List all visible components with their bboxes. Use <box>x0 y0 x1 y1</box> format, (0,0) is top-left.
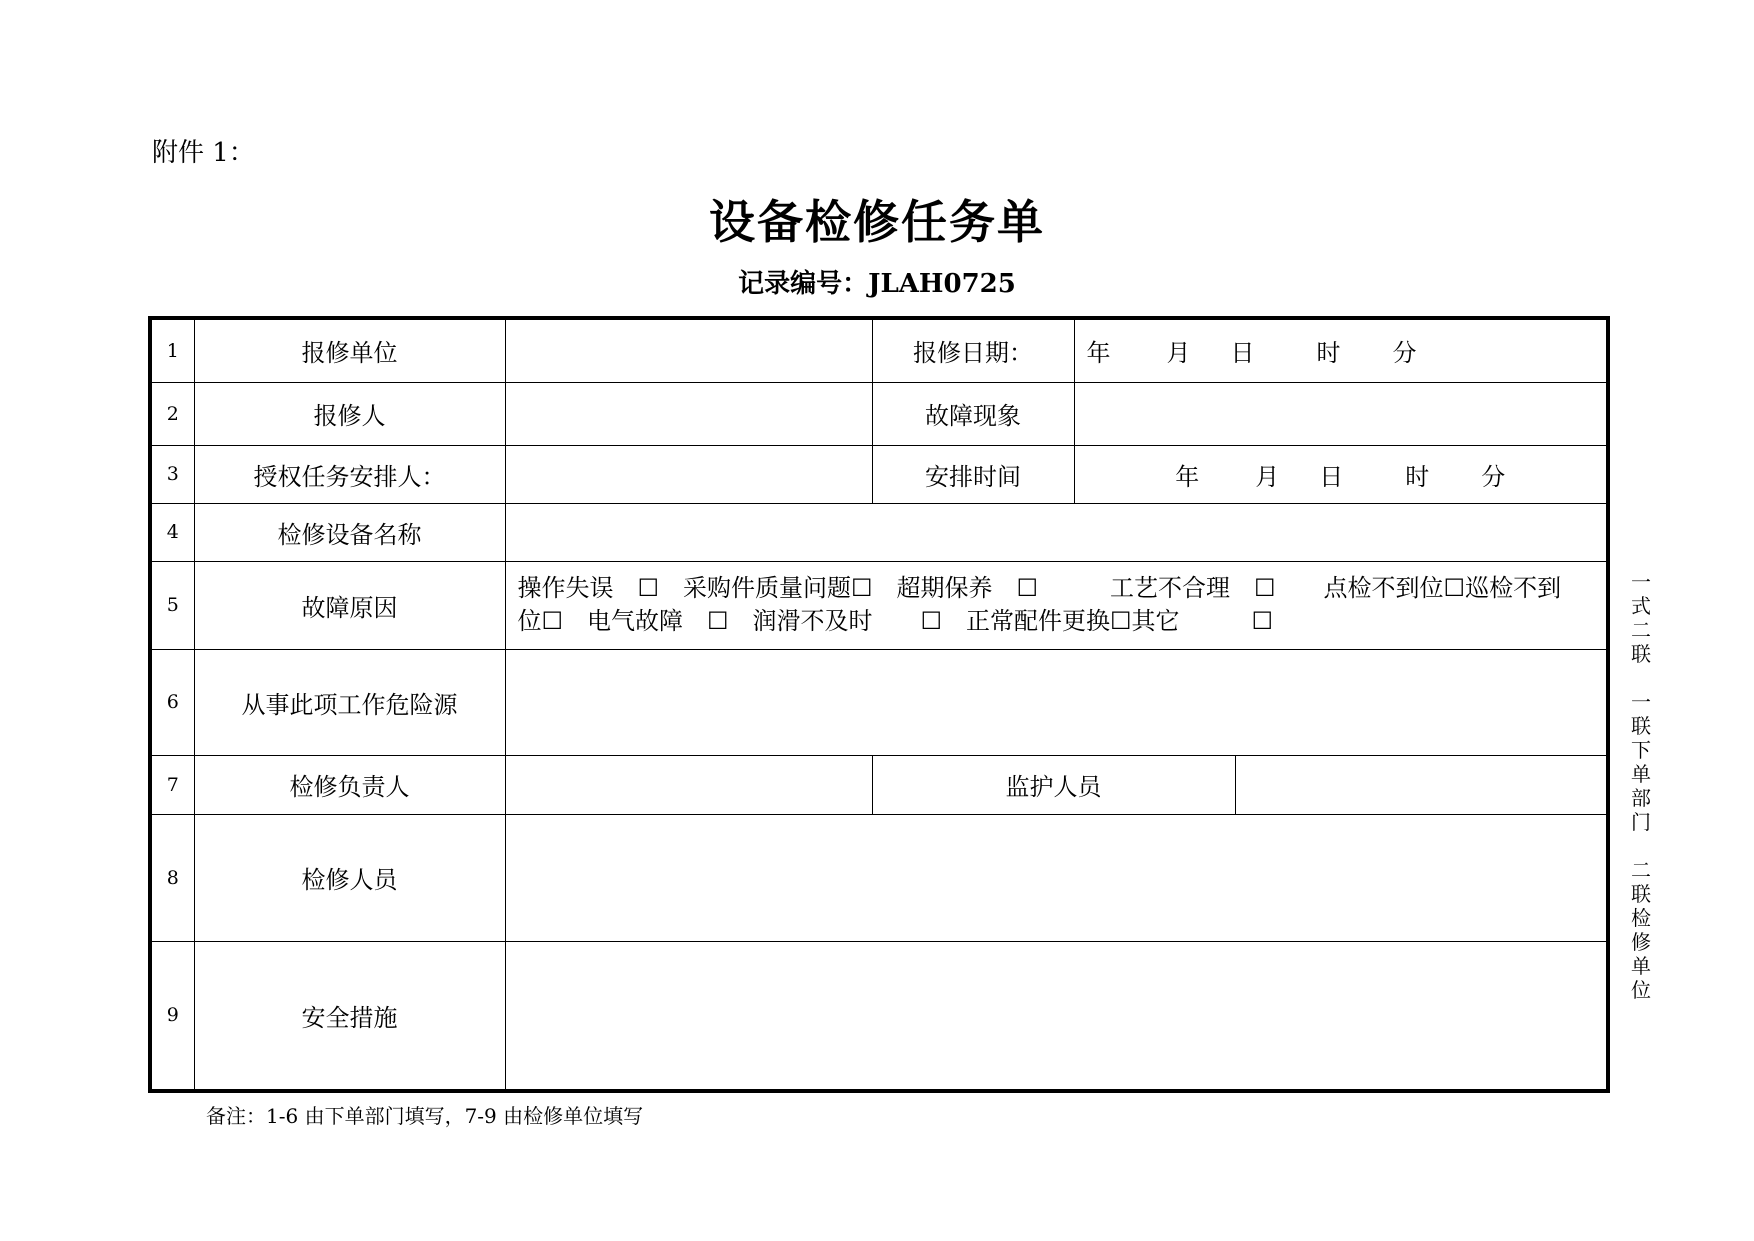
year-label: 年 <box>1175 462 1200 491</box>
row-number: 7 <box>150 755 194 814</box>
form-row-7 <box>150 755 1608 814</box>
row-number: 9 <box>150 941 194 1091</box>
side-text-char <box>1624 834 1658 858</box>
side-copy-note <box>1624 570 1658 1002</box>
fault-cause-label: 故障原因 <box>194 561 505 649</box>
reporter-field[interactable] <box>505 382 872 445</box>
side-text-char: 二 <box>1631 618 1651 642</box>
equipment-name-field[interactable] <box>505 503 1608 561</box>
month-label: 月 <box>1166 339 1191 368</box>
record-number: 记录编号：JLAH0725 <box>738 269 1016 299</box>
side-text-char: 联 <box>1631 642 1651 666</box>
equipment-name-label: 检修设备名称 <box>194 503 505 561</box>
schedule-time-field[interactable] <box>1074 445 1608 503</box>
side-text-char: 单 <box>1631 954 1651 978</box>
day-label: 日 <box>1230 339 1255 368</box>
row-number: 3 <box>150 445 194 503</box>
side-text-char: 下 <box>1631 738 1651 762</box>
row-number: 5 <box>150 561 194 649</box>
reporter-label: 报修人 <box>194 382 505 445</box>
side-text-char <box>1624 666 1658 690</box>
side-text-char: 联 <box>1631 714 1651 738</box>
supervisor-label: 监护人员 <box>872 755 1235 814</box>
repair-leader-label: 检修负责人 <box>194 755 505 814</box>
form-row-5 <box>150 561 1608 649</box>
row-number: 4 <box>150 503 194 561</box>
repair-unit-field[interactable] <box>505 318 872 382</box>
minute-label: 分 <box>1392 339 1417 368</box>
side-text-char: 二 <box>1631 858 1651 882</box>
form-row-8 <box>150 814 1608 941</box>
year-label: 年 <box>1086 339 1111 368</box>
repair-unit-label: 报修单位 <box>194 318 505 382</box>
safety-measures-label: 安全措施 <box>194 941 505 1091</box>
minute-label: 分 <box>1481 462 1506 491</box>
fault-cause-options[interactable] <box>505 561 1608 649</box>
supervisor-field[interactable] <box>1235 755 1608 814</box>
repair-date-label: 报修日期： <box>872 318 1074 382</box>
footnote: 备注：1-6 由下单部门填写，7-9 由检修单位填写 <box>206 1104 644 1128</box>
hazard-source-label: 从事此项工作危险源 <box>194 649 505 755</box>
fault-cause-line-1[interactable]: 操作失误 ☐ 采购件质量问题☐ 超期保养 ☐ 工艺不合理 ☐ 点检不到位☐巡检不到 <box>517 574 1562 602</box>
side-text-char: 一 <box>1631 570 1651 594</box>
task-assigner-label: 授权任务安排人： <box>194 445 505 503</box>
hour-label: 时 <box>1316 339 1341 368</box>
hour-label: 时 <box>1405 462 1430 491</box>
task-assigner-field[interactable] <box>505 445 872 503</box>
form-row-2 <box>150 382 1608 445</box>
fault-cause-line-2[interactable]: 位☐ 电气故障 ☐ 润滑不及时 ☐ 正常配件更换☐其它 ☐ <box>517 607 1274 635</box>
side-text-char: 联 <box>1631 882 1651 906</box>
row-number: 2 <box>150 382 194 445</box>
form-title: 设备检修任务单 <box>709 195 1045 249</box>
month-label: 月 <box>1255 462 1280 491</box>
repair-staff-field[interactable] <box>505 814 1608 941</box>
side-text-char: 部 <box>1631 786 1651 810</box>
attachment-label: 附件 1： <box>152 138 255 168</box>
fault-phenomenon-field[interactable] <box>1074 382 1608 445</box>
row-number: 1 <box>150 318 194 382</box>
day-label: 日 <box>1319 462 1344 491</box>
side-text-char: 式 <box>1631 594 1651 618</box>
safety-measures-field[interactable] <box>505 941 1608 1091</box>
repair-date-field[interactable] <box>1074 318 1608 382</box>
hazard-source-field[interactable] <box>505 649 1608 755</box>
repair-leader-field[interactable] <box>505 755 872 814</box>
form-row-3 <box>150 445 1608 503</box>
form-row-9 <box>150 941 1608 1091</box>
repair-staff-label: 检修人员 <box>194 814 505 941</box>
fault-phenomenon-label: 故障现象 <box>872 382 1074 445</box>
side-text-char: 单 <box>1631 762 1651 786</box>
side-text-char: 一 <box>1631 690 1651 714</box>
form-row-6 <box>150 649 1608 755</box>
row-number: 6 <box>150 649 194 755</box>
schedule-time-label: 安排时间 <box>872 445 1074 503</box>
side-text-char: 位 <box>1631 978 1651 1002</box>
side-text-char: 修 <box>1631 930 1651 954</box>
form-row-1 <box>150 318 1608 382</box>
maintenance-task-form <box>148 316 1610 1093</box>
form-row-4 <box>150 503 1608 561</box>
side-text-char: 门 <box>1631 810 1651 834</box>
side-text-char: 检 <box>1631 906 1651 930</box>
row-number: 8 <box>150 814 194 941</box>
